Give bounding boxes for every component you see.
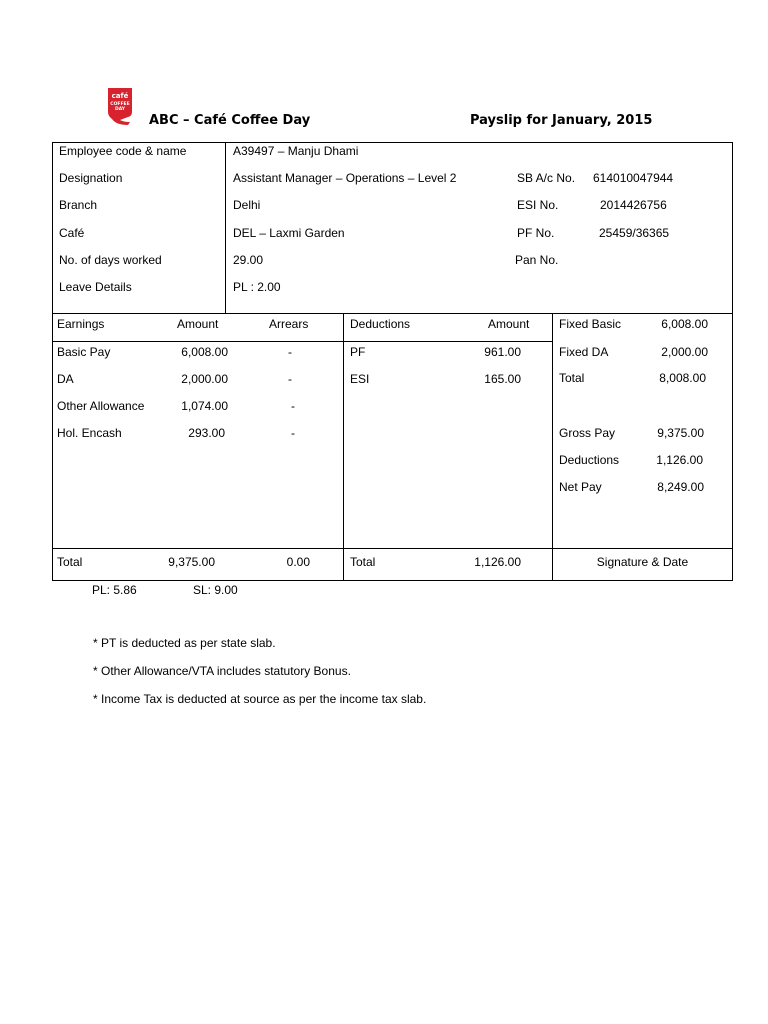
signature-date: Signature & Date xyxy=(596,555,689,569)
employee-label: Designation xyxy=(59,171,123,185)
employee-value: 29.00 xyxy=(233,253,264,267)
bank-label: PF No. xyxy=(517,226,555,240)
summary-value: 8,008.00 xyxy=(659,371,706,385)
earning-name: DA xyxy=(57,372,74,386)
company-name: ABC – Café Coffee Day xyxy=(149,113,311,128)
earning-arrears: - xyxy=(288,372,292,386)
earning-name: Other Allowance xyxy=(57,399,145,413)
logo-text: café xyxy=(111,92,129,100)
earning-arrears: - xyxy=(291,399,295,413)
earnings-header: Earnings xyxy=(57,317,105,331)
deduction-amount: 165.00 xyxy=(484,372,521,386)
footnote: * Other Allowance/VTA includes statutory Bonus. xyxy=(93,664,351,678)
logo-text: DAY xyxy=(114,107,126,112)
deductions-total-label: Total xyxy=(350,555,376,569)
bank-value: 614010047944 xyxy=(593,171,674,185)
summary-label: Gross Pay xyxy=(559,426,616,440)
summary-value: 6,008.00 xyxy=(661,317,708,331)
deductions-total-amount: 1,126.00 xyxy=(474,555,521,569)
deductions-amount-header: Amount xyxy=(488,317,530,331)
employee-label: Leave Details xyxy=(59,280,132,294)
summary-value: 2,000.00 xyxy=(661,345,708,359)
summary-value: 1,126.00 xyxy=(656,453,703,467)
employee-label: No. of days worked xyxy=(59,253,162,267)
bank-label: Pan No. xyxy=(515,253,559,267)
deductions-header: Deductions xyxy=(350,317,411,331)
employee-label: Café xyxy=(59,226,85,240)
earnings-total-label: Total xyxy=(57,555,83,569)
logo-text: COFFEE xyxy=(110,102,130,107)
earning-amount: 6,008.00 xyxy=(181,345,228,359)
summary-value: 8,249.00 xyxy=(657,480,704,494)
bank-label: ESI No. xyxy=(517,198,559,212)
bank-label: SB A/c No. xyxy=(517,171,576,185)
employee-value: Assistant Manager – Operations – Level 2 xyxy=(233,171,457,185)
summary-value: 9,375.00 xyxy=(657,426,704,440)
earning-amount: 293.00 xyxy=(188,426,225,440)
earnings-arrears-header: Arrears xyxy=(269,317,309,331)
leave-balance-pl: PL: 5.86 xyxy=(92,583,137,597)
earning-amount: 2,000.00 xyxy=(181,372,228,386)
summary-label: Fixed DA xyxy=(559,345,609,359)
employee-label: Branch xyxy=(59,198,98,212)
leave-balance-sl: SL: 9.00 xyxy=(193,583,238,597)
bank-value: 2014426756 xyxy=(600,198,667,212)
summary-label: Net Pay xyxy=(559,480,602,494)
earnings-total-amount: 9,375.00 xyxy=(168,555,215,569)
earning-arrears: - xyxy=(288,345,292,359)
earning-arrears: - xyxy=(291,426,295,440)
earning-name: Hol. Encash xyxy=(57,426,122,440)
company-logo xyxy=(104,86,136,126)
summary-label: Deductions xyxy=(559,453,620,467)
footnote: * PT is deducted as per state slab. xyxy=(93,636,276,650)
summary-label: Fixed Basic xyxy=(559,317,622,331)
payslip-title: Payslip for January, 2015 xyxy=(470,113,653,128)
employee-value: DEL – Laxmi Garden xyxy=(233,226,345,240)
employee-value: Delhi xyxy=(233,198,261,212)
earning-amount: 1,074.00 xyxy=(181,399,228,413)
employee-value: PL : 2.00 xyxy=(233,280,281,294)
employee-label: Employee code & name xyxy=(59,144,187,158)
footnote: * Income Tax is deducted at source as per the income tax slab. xyxy=(93,692,427,706)
deduction-amount: 961.00 xyxy=(484,345,521,359)
earnings-total-arrears: 0.00 xyxy=(286,555,310,569)
deduction-name: PF xyxy=(350,345,366,359)
earnings-amount-header: Amount xyxy=(177,317,219,331)
employee-value: A39497 – Manju Dhami xyxy=(233,144,359,158)
bank-value: 25459/36365 xyxy=(599,226,670,240)
earning-name: Basic Pay xyxy=(57,345,111,359)
summary-label: Total xyxy=(559,371,585,385)
deduction-name: ESI xyxy=(350,372,370,386)
